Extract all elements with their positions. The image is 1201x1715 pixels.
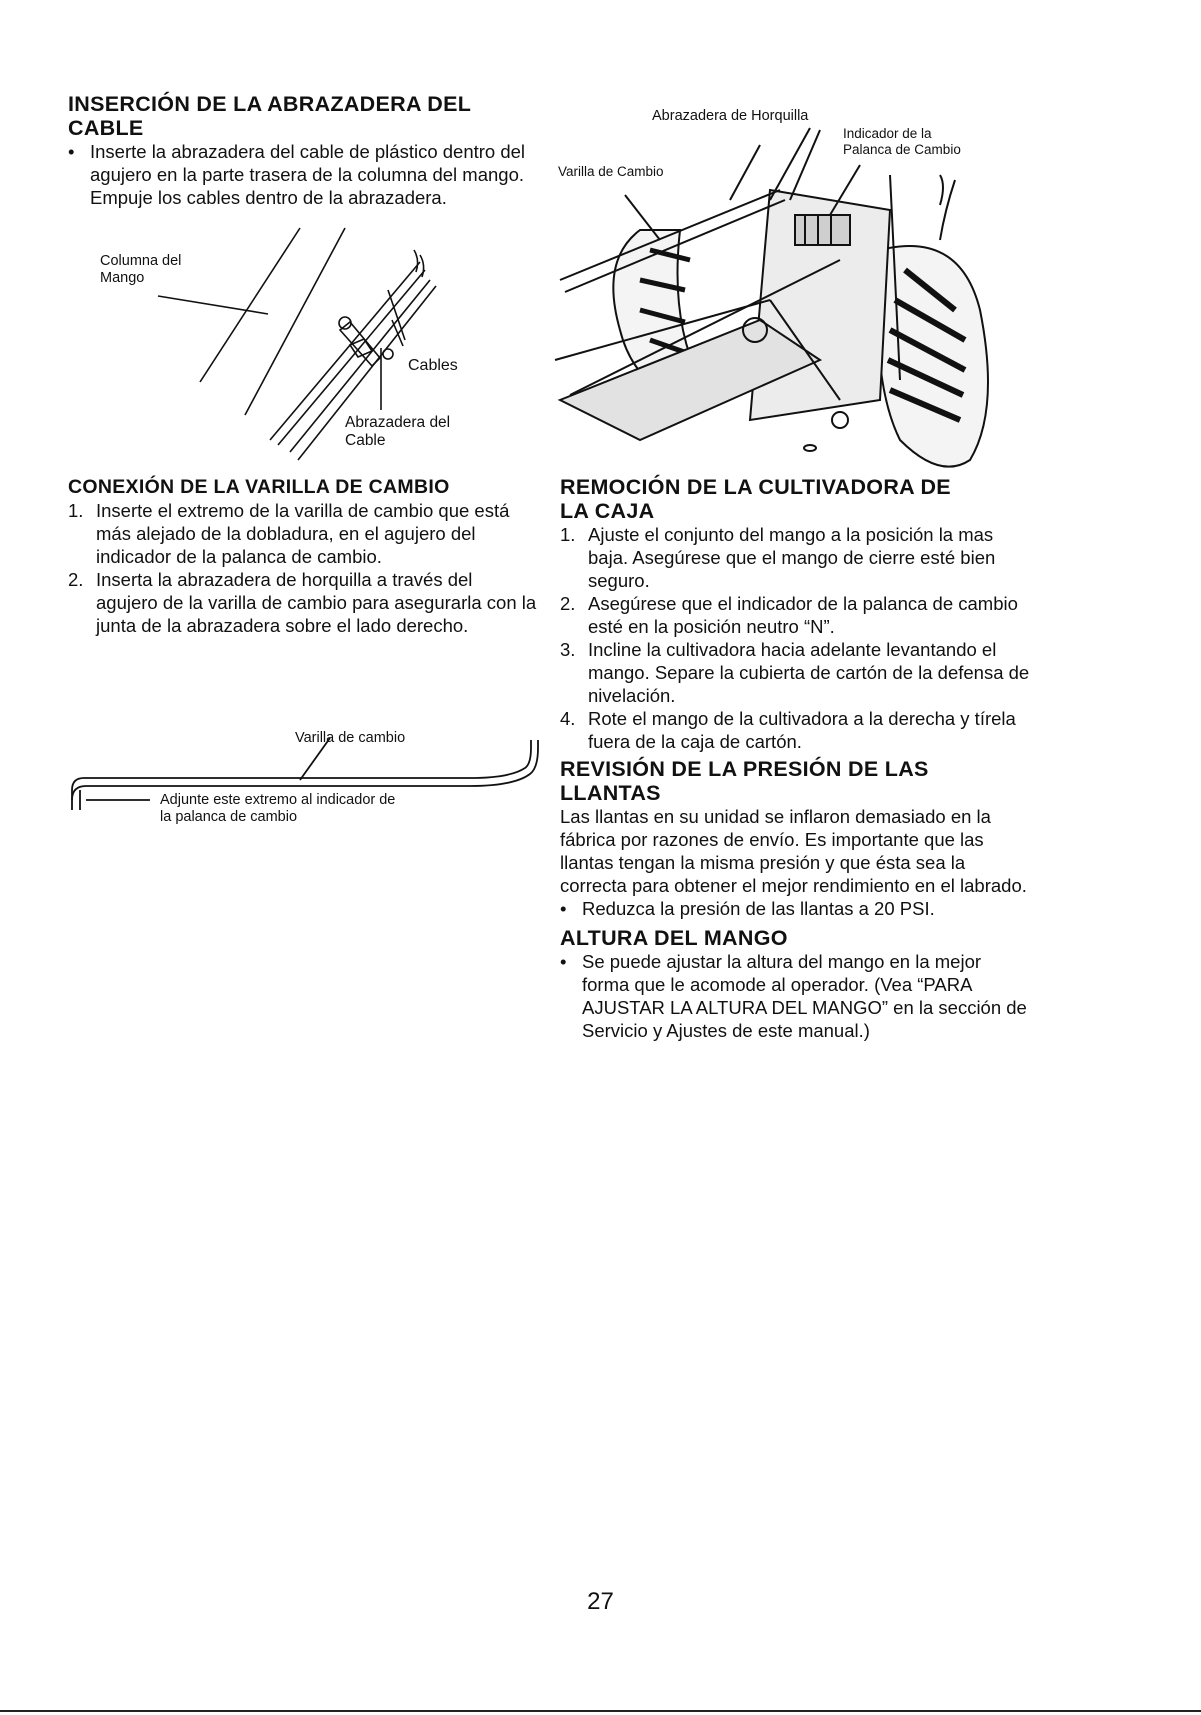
list-item: [68, 568, 538, 637]
label-cables: Cables: [408, 357, 458, 374]
label-shift-indicator: [843, 126, 961, 158]
bullet-item: [560, 950, 1030, 1042]
list-item: [560, 523, 1030, 592]
heading-line: LA CAJA: [560, 499, 655, 523]
step-text: Rote el mango de la cultivadora a la derecha y tírela fuera de la caja de cartón.: [588, 708, 1016, 752]
section-shift-rod: [68, 475, 538, 637]
section-heading-handle-height: ALTURA DEL MANGO: [560, 926, 788, 950]
list-item: [560, 707, 1030, 753]
right-column: [560, 475, 1030, 1042]
heading-line: CABLE: [68, 116, 144, 140]
label-line: la palanca de cambio: [160, 809, 298, 825]
bullet-mark: •: [68, 141, 75, 162]
bullet-item: [68, 140, 538, 209]
step-text: Inserta la abrazadera de horquilla a través del agujero de la varilla de cambio para asegurarla con la junta de la abrazadera sobre el lado derecho.: [96, 569, 537, 636]
heading-line: REMOCIÓN DE LA CULTIVADORA DE: [560, 475, 951, 499]
label-shift-rod: Varilla de cambio: [295, 730, 406, 746]
step-text: Ajuste el conjunto del mango a la posición la mas baja. Asegúrese que el mango de cierre esté bien seguro.: [588, 524, 996, 591]
section-heading-shift-rod: CONEXIÓN DE LA VARILLA DE CAMBIO: [68, 476, 450, 498]
label-attach-end: [160, 792, 395, 826]
step-number: 2.: [560, 593, 576, 614]
heading-line: LLANTAS: [560, 781, 661, 805]
heading-line: INSERCIÓN DE LA ABRAZADERA DEL: [68, 92, 472, 116]
step-number: 3.: [560, 639, 576, 660]
page-number: 27: [587, 1588, 614, 1615]
step-text: Asegúrese que el indicador de la palanca de cambio esté en la posición neutro “N”.: [588, 593, 1018, 637]
step-text: Inserte el extremo de la varilla de cambio que está más alejado de la dobladura, en el agujero del indicador de la palanca de cambio.: [96, 500, 510, 567]
section-heading-remove-carton: [560, 475, 1030, 523]
section-heading-cable-clamp: [68, 92, 538, 140]
bullet-text: Inserte la abrazadera del cable de plástico dentro del agujero en la parte trasera de la columna del mango. Empuje los cables dentro de la abrazadera.: [90, 141, 526, 208]
bullet-item: [560, 897, 1030, 920]
step-number: 1.: [68, 500, 84, 521]
section-heading-tire-pressure: [560, 757, 1030, 805]
bullet-text: Reduzca la presión de las llantas a 20 PSI.: [582, 898, 935, 919]
label-line: Cable: [345, 432, 386, 449]
page-edge-line: [0, 1710, 1201, 1712]
step-number: 2.: [68, 569, 84, 590]
label-cable-clamp: [345, 414, 450, 450]
list-item: [560, 592, 1030, 638]
label-line: Mango: [100, 270, 145, 286]
bullet-mark: •: [560, 951, 567, 972]
list-item: [560, 638, 1030, 707]
list-item: [68, 499, 538, 568]
label-line: Abrazadera del: [345, 414, 451, 431]
label-line: Indicador de la: [843, 126, 932, 141]
label-line: Palanca de Cambio: [843, 142, 961, 157]
heading-line: REVISIÓN DE LA PRESIÓN DE LAS: [560, 757, 929, 781]
label-handle-column: [100, 253, 181, 287]
label-hairpin-clip: Abrazadera de Horquilla: [652, 108, 809, 124]
step-number: 1.: [560, 524, 576, 545]
label-shift-rod-photo: Varilla de Cambio: [558, 164, 664, 179]
step-number: 4.: [560, 708, 576, 729]
label-line: Columna del: [100, 253, 182, 269]
label-line: Adjunte este extremo al indicador de: [160, 792, 396, 808]
tire-paragraph: Las llantas en su unidad se inflaron demasiado en la fábrica por razones de envío. Es importante que las llantas tengan la misma presión y que ésta sea la correcta para obtener el mejor rendimiento en el labrado.: [560, 806, 1027, 896]
left-column: [68, 92, 538, 209]
step-text: Incline la cultivadora hacia adelante levantando el mango. Separe la cubierta de cartón de la defensa de nivelación.: [588, 639, 1030, 706]
bullet-text: Se puede ajustar la altura del mango en la mejor forma que le acomode al operador. (Vea “PARA AJUSTAR LA ALTURA DEL MANGO” en la sección de Servicio y Ajustes de este manual.): [582, 951, 1027, 1041]
bullet-mark: •: [560, 898, 567, 919]
